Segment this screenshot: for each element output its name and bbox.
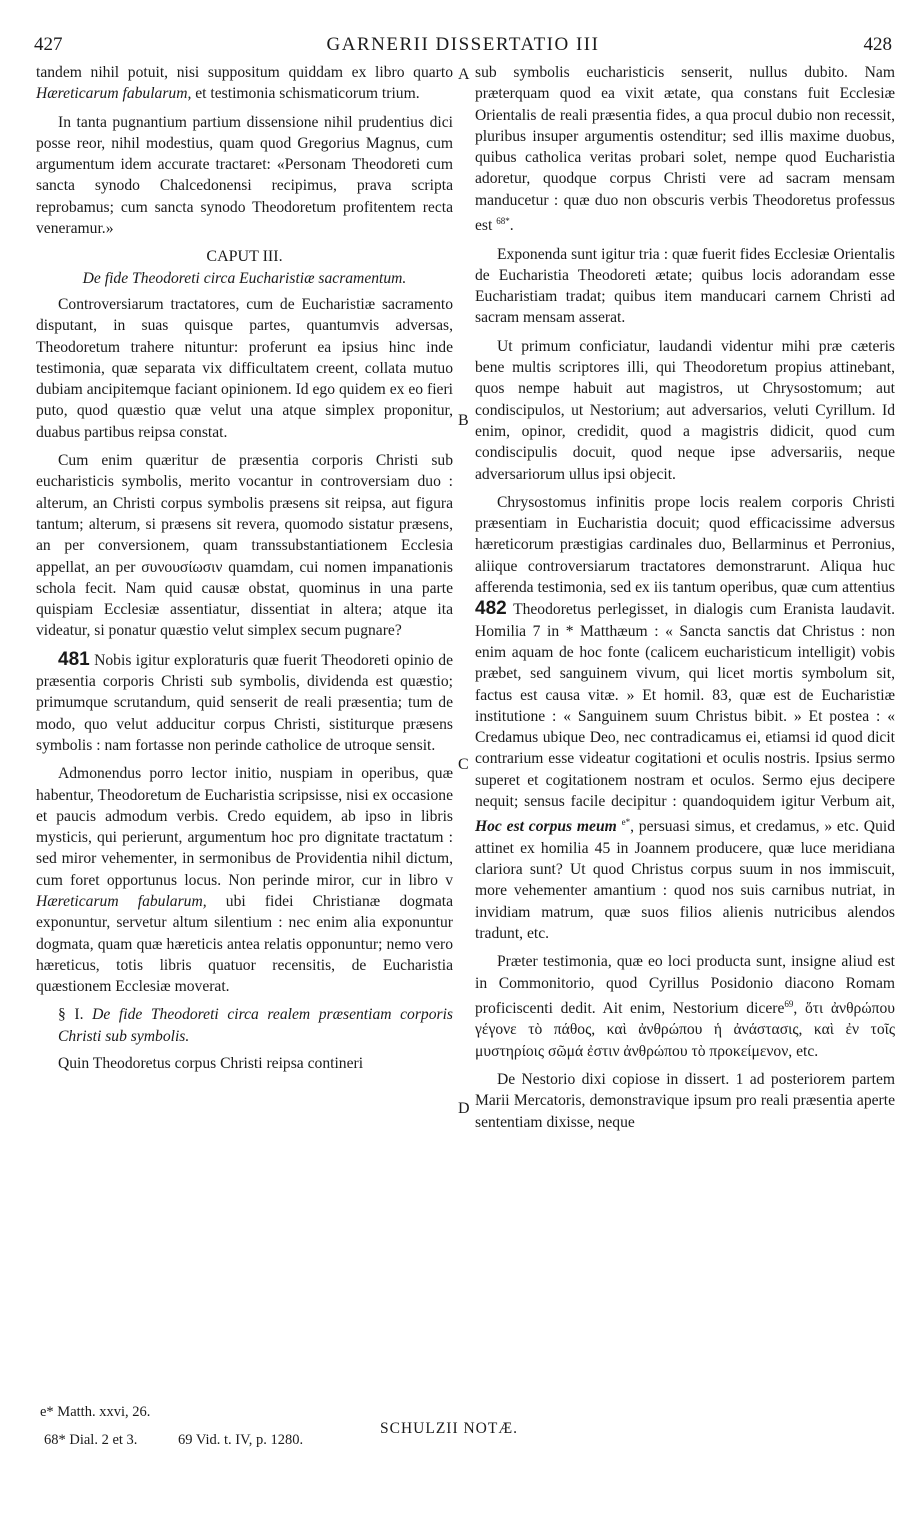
paragraph: Controversiarum tractatores, cum de Eucharistiæ sacramento disputant, in suas quisque partes, quantumvis adversas, Theodoretum trahere nituntur: proferunt ea ipsius hinc inde testimonia, quæ separata vix difficultatem creent, collata mutuo dubiam ancipitemque faciant opinionem. Id ego quidem ex eo fieri puto, quod quæstio quæ velut una atque simplex proponitur, duabus partibus reipsa constat. [36,295,453,441]
greek-term: συνουσίωσιν [141,558,223,576]
paragraph: sub symbolis eucharisticis senserit, nullus dubito. Nam præterquam quod ea vixit ætate, qua constans fuit Ecclesiæ Orientalis de reali præsentia fides, a qua procul dubio non recessit, pluribus insuper argumentis ostenditur; sed illis maxime duobus, quibus catholica veritas probari solet, nempe quod Eucharistia adoretur, quodque corpus Christi vere ad sacram mensam manducetur : quæ duo non obscuris verbis Theodoretus professus est $^{68*}$. [475,64,895,235]
page-number-right: 428 [863,34,892,55]
greek-quotation: , ὅτι ἀνθρώπου γέγονε τὸ πάθος, καὶ ἀνθρώπου ἡ ἀνάστασις, καὶ ἐν τοῖς μυστηρίοις σῶμά ἐστιν ἀνθρώπου τὸ προκείμενον, [475,1000,895,1060]
paragraph: Quin Theodoretus corpus Christi reipsa contineri [58,1055,364,1073]
chapter-subtitle: De fide Theodoreti circa Eucharistiæ sacramentum. [82,269,407,287]
left-column [36,62,453,1081]
margin-letter-a: A [458,66,470,83]
right-column [475,62,895,1140]
margin-letter-c: C [458,756,469,773]
inline-page-number: 481 [58,648,90,670]
paragraph: Cum enim quæritur de præsentia corporis Christi sub eucharisticis symbolis, merito vocantur in controversiam duo : alterum, an Christi corpus symbolis præsens sit reipsa, aut figura tantum; alterum, si præsens sit revera, quomodo sistatur præsens, an per conversionem, quam transsubstantiationem Ecclesia appellat, an per συνουσίωσιν quamdam, cui nomen impanationis schola fecit. Nam quid causæ obstat, quominus in una parte quispiam Ecclesiæ assentiatur, dissentiat in altera; atque ita videatur, si ponatur quæstio velut simplex secum pugnare? [36,452,453,640]
paragraph: In tanta pugnantium partium dissensione nihil prudentius dici posse reor, nihil modestius, quam quod Gregorius Magnus, cum argumentum idem accurate tractaret: «Personam Theodoreti cum sancta synodo Chalcedonensi recipimus, prava scripta reprobamus; cum sancta synodo Theodoretum profitentem recta veneramur.» [36,113,453,238]
inline-page-number: 482 [475,598,507,620]
footnote-68: 68* Dial. 2 et 3. [44,1432,138,1448]
footnote-69: 69 Vid. t. IV, p. 1280. [178,1432,304,1448]
margin-letter-d: D [458,1100,470,1117]
section-heading: § I. De fide Theodoreti circa realem præsentiam corporis Christi sub symbolis. [58,1006,453,1045]
margin-letter-b: B [458,412,469,429]
running-title: GARNERII DISSERTATIO III [326,34,600,55]
chapter-heading: CAPUT III. [206,248,283,266]
paragraph: Admonendus porro lector initio, nuspiam in operibus, quæ habentur, Theodoretum de Eucharistia scripsisse, nisi ex occasione et paucis admodum verbis. Credo equidem, ab ipso in libris mysticis, qui perierunt, argumentum hoc pro dignitate tractatum : sed miror vehementer, in sermonibus de Providentia nihil dictum, cum foret opportunus locus. Non perinde miror, cur in libro v Hæreticarum fabularum, ubi fidei Christianæ dogmata exponuntur, servetur altum silentium : nec enim alia exponuntur dogmata, quam quæ hæreticis antea relatis opponuntur; nemo vero hæreticus, totis libris quatuor recensitis, de Eucharistia quæstionem Ecclesiæ moverat. [36,765,454,996]
paragraph: 481 Nobis igitur exploraturis quæ fuerit Theodoreti opinio de præsentia corporis Christi sub symbolis, dividenda est quæstio; primumque scrutandum, quid senserit de reali præsentia; tum de modo, quo velut adducitur corpus Christi, sistiturque præsens symbolis : nam fortasse non perinde catholice de utroque sensit. [36,648,453,754]
page-number-left: 427 [34,34,63,55]
paragraph: Præter testimonia, quæ eo loci producta sunt, insigne aliud est in Commonitorio, quod Cyrillus Posidonio diacono Romam proficiscenti dedit. Ait enim, Nestorium dicere$^{69}$, ὅτι ἀνθρώπου γέγονε τὸ πάθος, καὶ ἀνθρώπου ἡ ἀνάστασις, καὶ ἐν τοῖς μυστηρίοις σῶμά ἐστιν ἀνθρώπου τὸ προκείμενον, etc. [475,953,895,1060]
paragraph: tandem nihil potuit, nisi suppositum quiddam ex libro quarto Hæreticarum fabularum, et testimonia schismaticorum trium. [36,64,453,103]
paragraph: De Nestorio dixi copiose in dissert. 1 ad posteriorem partem Marii Mercatoris, demonstravique ipsum pro reali præsentia aperte sententiam dixisse, neque [475,1070,895,1131]
paragraph: Chrysostomus infinitis prope locis realem corporis Christi præsentiam in Eucharistia docuit; quod efficacissime adversus hæreticorum præstigias cardinales duo, Bellarminus et Perronius, aliique controversiarum tractatores demonstrarunt. Aliqua huc afferenda testimonia, sed ex iis tantum operibus, quæ cum attentius 482 Theodoretus perlegisset, in dialogis cum Eranista laudavit. Homilia 7 in * Matthæum : « Sancta sanctis dat Christus : non enim aquam de hoc fonte (calicem eucharisticum intelligit) vobis præbet, sed sanguinem vivum, qui licet mortis symbolum sit, factus est causa vitæ. » Et homil. 83, quæ est de Eucharistiæ institutione : « Sanguinem suum Christus bibit. » Et postea : « Credamus ubique Deo, nec contradicamus ei, etiamsi id quod dicit contrarium esse videatur cogitationi et oculis nostris. Ipsius sermo superet et cogitationem nostram et oculos. Sermo ejus decipere nequit; sensus facile decipitur : quandoquidem igitur Verbum ait, Hoc est corpus meum $^{e*}$, persuasi simus, et credamus, » etc. Quid attinet ex homilia 45 in Joannem producere, quæ luce meridiana clariora sunt? Ut quod Christus corpus suum in nos immiscuit, more vehementer amantium : quod nos suis carnibus nutriat, in invidiam matrum, quæ suos filios alienis nutricibus alendos tradunt, etc. [475,493,895,942]
notes-title: SCHULZII NOTÆ. [380,1420,518,1437]
footnote-e: e* Matth. xxvi, 26. [40,1404,151,1420]
paragraph: Exponenda sunt igitur tria : quæ fuerit fides Ecclesiæ Orientalis de Eucharistia Theodoreti ætate; quibus locis adorandam esse Eucharistiam tradat; quibus item manducari carnem Christi ad sacram mensam asserat. [475,245,895,327]
page-header [34,34,892,60]
paragraph: Ut primum conficiatur, laudandi videntur mihi præ cæteris bene multis scriptores illi, qui Theodoretum propius attinebant, quos nempe habuit aut magistros, ut Chrysostomum; aut condiscipulos, ut Nestorium; aut adversarios, veluti Cyrillum. Id enim, opinor, credidit, quod a magistris didicit, quod cum condiscipulis docuit, quod neque ipse adversariis, neque adversariorum ullus ipsi objecit. [475,337,895,483]
